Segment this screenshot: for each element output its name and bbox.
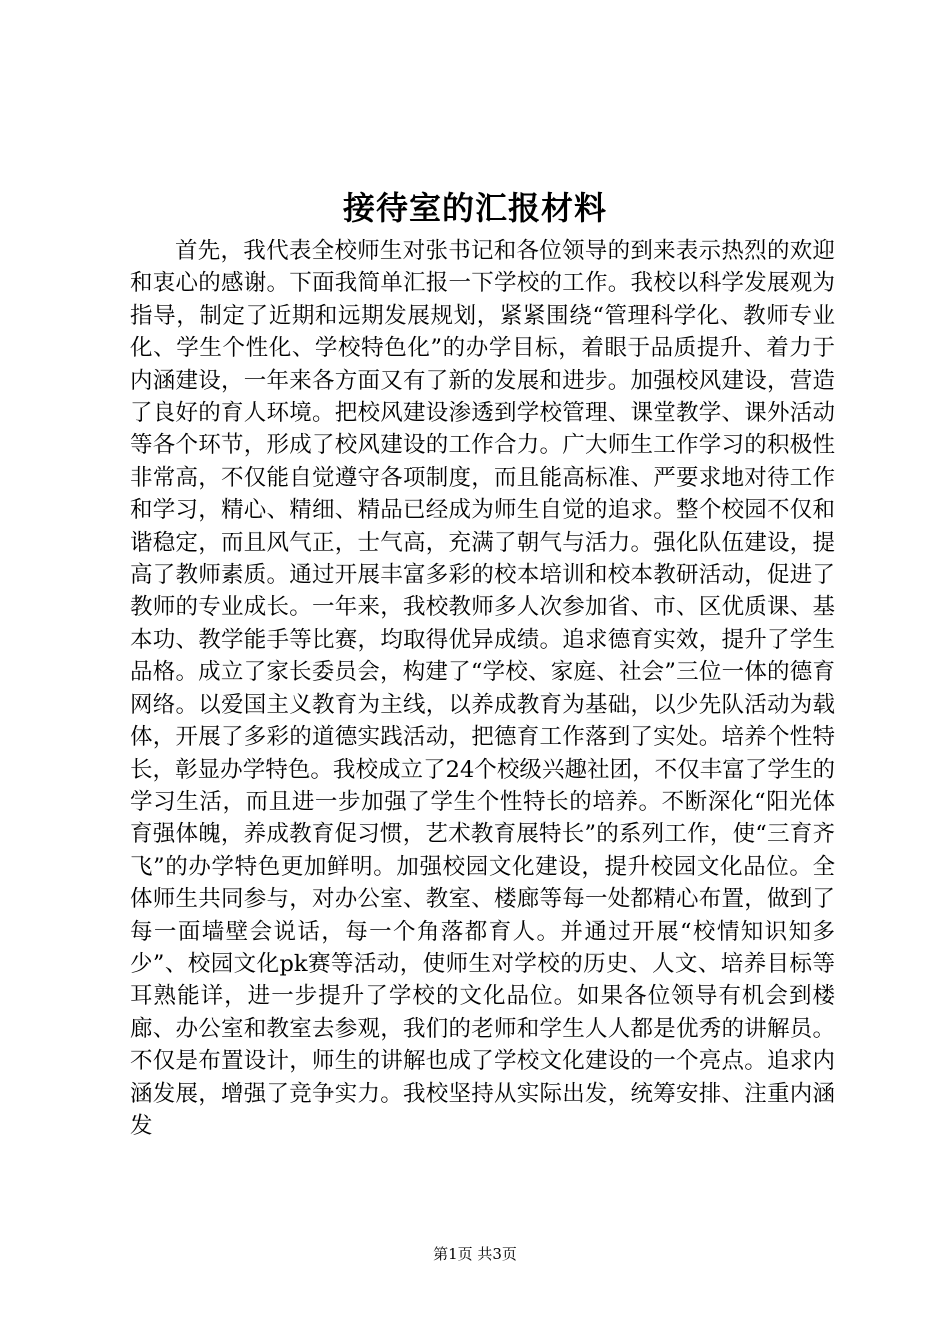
page-footer: 第1页 共3页 (433, 1245, 517, 1263)
document-body: 首先，我代表全校师生对张书记和各位领导的到来表示热烈的欢迎和衷心的感谢。下面我简单汇报一下学校的工作。我校以科学发展观为指导，制定了近期和远期发展规划，紧紧围绕“管理科学化、教师专业化、学生个性化、学校特色化”的办学目标，着眼于品质提升、着力于内涵建设，一年来各方面又有了新的发展和进步。加强校风建设，营造了良好的育人环境。把校风建设渗透到学校管理、课堂教学、课外活动等各个环节，形成了校风建设的工作合力。广大师生工作学习的积极性非常高，不仅能自觉遵守各项制度，而且能高标准、严要求地对待工作和学习，精心、精细、精品已经成为师生自觉的追求。整个校园不仅和谐稳定，而且风气正，士气高，充满了朝气与活力。强化队伍建设，提高了教师素质。通过开展丰富多彩的校本培训和校本教研活动，促进了教师的专业成长。一年来，我校教师多人次参加省、市、区优质课、基本功、教学能手等比赛，均取得优异成绩。追求德育实效，提升了学生品格。成立了家长委员会，构建了“学校、家庭、社会”三位一体的德育网络。以爱国主义教育为主线，以养成教育为基础，以少先队活动为载体，开展了多彩的道德实践活动，把德育工作落到了实处。培养个性特长，彰显办学特色。我校成立了24个校级兴趣社团，不仅丰富了学生的学习生活，而且进一步加强了学生个性特长的培养。不断深化“阳光体育强体魄，养成教育促习惯，艺术教育展特长”的系列工作，使“三育齐飞”的办学特色更加鲜明。加强校园文化建设，提升校园文化品位。全体师生共同参与，对办公室、教室、楼廊等每一处都精心布置，做到了每一面墙壁会说话，每一个角落都育人。并通过开展“校情知识知多少”、校园文化pk赛等活动，使师生对学校的历史、人文、培养目标等耳熟能详，进一步提升了学校的文化品位。如果各位领导有机会到楼廊、办公室和教室去参观，我们的老师和学生人人都是优秀的讲解员。不仅是布置设计，师生的讲解也成了学校文化建设的一个亮点。追求内涵发展，增强了竞争实力。我校坚持从实际出发，统筹安排、注重内涵发 (130, 238, 835, 1139)
document-title: 接待室的汇报材料 (342, 189, 607, 227)
